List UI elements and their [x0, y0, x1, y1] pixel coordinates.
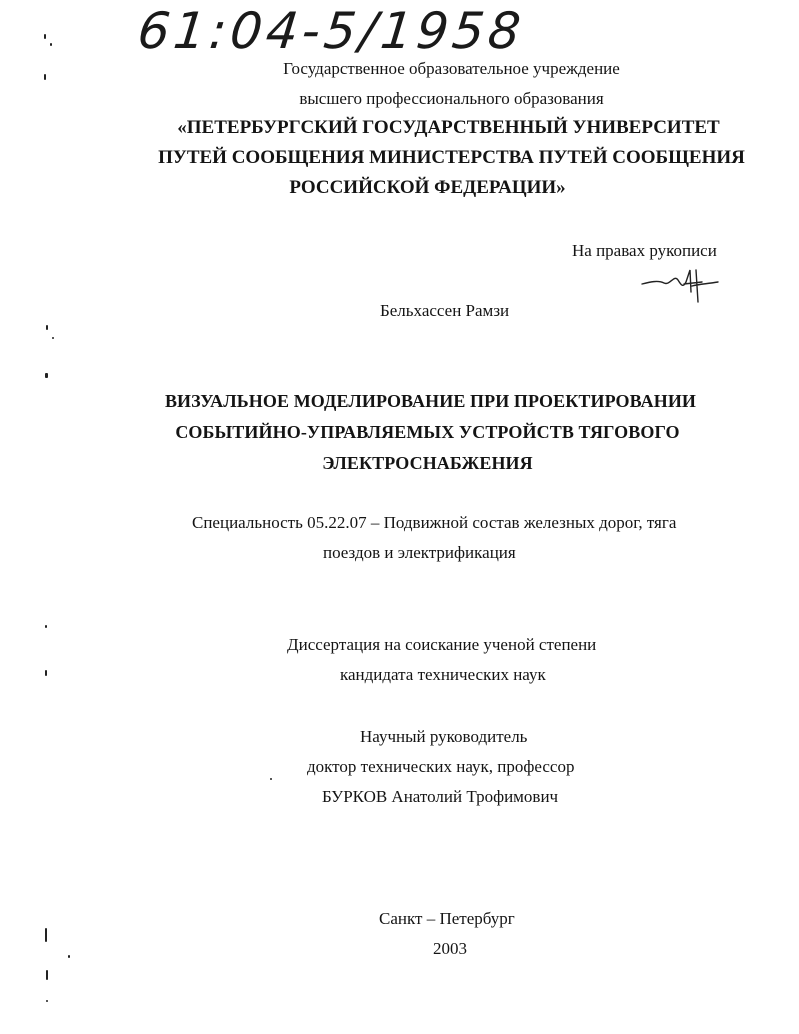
university-name-line-2: ПУТЕЙ СООБЩЕНИЯ МИНИСТЕРСТВА ПУТЕЙ СООБЩЕНИЯ: [158, 147, 745, 168]
institution-level: высшего профессионального образования: [299, 89, 604, 108]
specialty-line-1: Специальность 05.22.07 – Подвижной состав железных дорог, тяга: [192, 513, 677, 532]
institution-type: Государственное образовательное учреждение: [283, 59, 620, 78]
scan-speck: [270, 778, 272, 780]
scan-speck: [45, 670, 47, 676]
thesis-title-line-1: ВИЗУАЛЬНОЕ МОДЕЛИРОВАНИЕ ПРИ ПРОЕКТИРОВАНИИ: [164, 391, 697, 411]
degree-sought: кандидата технических наук: [340, 665, 546, 684]
city: Санкт – Петербург: [379, 909, 515, 928]
scan-speck: [52, 337, 54, 339]
scan-speck: [44, 74, 46, 80]
signature-icon: [640, 262, 720, 306]
thesis-title-line-2: СОБЫТИЙНО-УПРАВЛЯЕМЫХ УСТРОЙСТВ ТЯГОВОГО: [175, 422, 680, 442]
supervisor-role: Научный руководитель: [360, 727, 528, 746]
scan-speck: [46, 970, 48, 980]
thesis-title-line-3: ЭЛЕКТРОСНАБЖЕНИЯ: [322, 453, 533, 473]
scan-speck: [45, 373, 48, 378]
scan-speck: [46, 1000, 48, 1002]
scan-speck: [46, 325, 48, 330]
catalog-number: 61:04-5/1958: [134, 2, 528, 60]
supervisor-name: БУРКОВ Анатолий Трофимович: [322, 787, 559, 806]
scan-speck: [45, 625, 47, 628]
dissertation-purpose: Диссертация на соискание ученой степени: [287, 635, 597, 654]
manuscript-note: На правах рукописи: [572, 241, 717, 260]
scan-speck: [45, 928, 47, 942]
specialty-line-2: поездов и электрификация: [323, 543, 516, 562]
university-name-line-1: «ПЕТЕРБУРГСКИЙ ГОСУДАРСТВЕННЫЙ УНИВЕРСИТЕТ: [177, 117, 720, 138]
scan-speck: [68, 955, 70, 958]
scan-speck: [44, 34, 46, 39]
author-name: Бельхассен Рамзи: [380, 301, 510, 320]
university-name-line-3: РОССИЙСКОЙ ФЕДЕРАЦИИ»: [289, 177, 566, 198]
scan-speck: [50, 43, 52, 46]
year: 2003: [433, 939, 467, 958]
supervisor-degree: доктор технических наук, профессор: [307, 757, 575, 776]
